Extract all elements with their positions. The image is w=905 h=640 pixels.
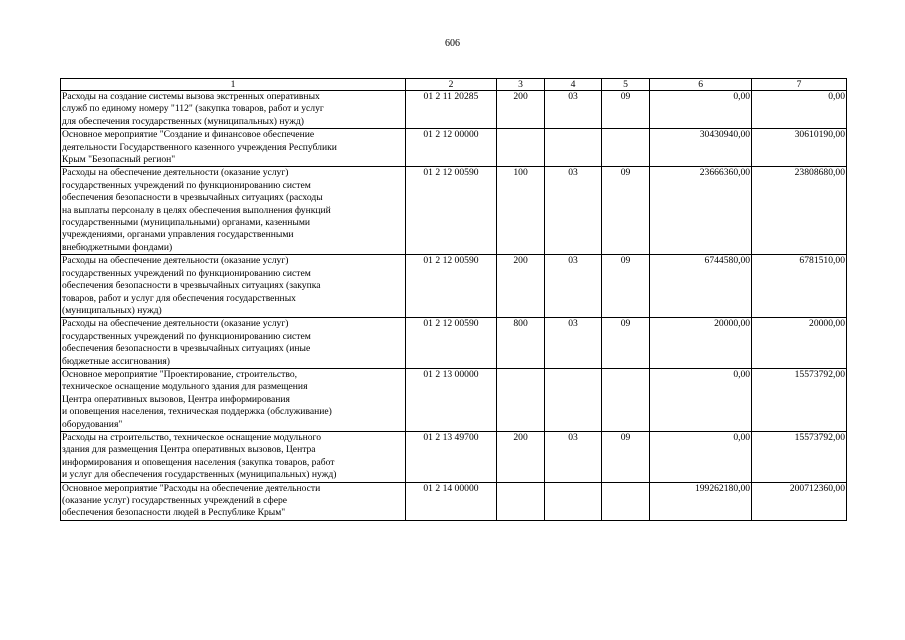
table-row [61, 482, 847, 520]
row-rz: 03 [545, 431, 602, 482]
row-name: Основное мероприятие "Проектирование, строительство, техническое оснащение модульного здания для размещения Центра оперативных вызовов, Центра информирования и оповещения населения, техническая поддержка (обслуживание) оборудования" [61, 368, 406, 431]
row-pr: 09 [601, 167, 649, 255]
row-sum-1: 20000,00 [650, 318, 752, 369]
row-sum-1: 30430940,00 [650, 129, 752, 167]
row-sum-1: 199262180,00 [650, 482, 752, 520]
row-vr [496, 482, 544, 520]
row-sum-1: 6744580,00 [650, 255, 752, 318]
row-code: 01 2 12 00590 [406, 318, 497, 369]
row-vr: 200 [496, 431, 544, 482]
row-code: 01 2 13 49700 [406, 431, 497, 482]
row-rz [545, 482, 602, 520]
budget-table [60, 78, 847, 521]
header-col-3: 3 [496, 79, 544, 91]
row-sum-2: 200712360,00 [752, 482, 847, 520]
table-row [61, 129, 847, 167]
row-vr: 200 [496, 255, 544, 318]
row-sum-2: 15573792,00 [752, 431, 847, 482]
row-name: Основное мероприятие "Создание и финансовое обеспечение деятельности Государственного казенного учреждения Республики Крым "Безопасный регион" [61, 129, 406, 167]
header-col-1: 1 [61, 79, 406, 91]
row-code: 01 2 12 00000 [406, 129, 497, 167]
row-vr: 100 [496, 167, 544, 255]
row-pr [601, 129, 649, 167]
row-rz [545, 129, 602, 167]
header-row [61, 79, 847, 91]
table-row [61, 431, 847, 482]
table-row [61, 91, 847, 129]
row-sum-1: 0,00 [650, 431, 752, 482]
row-code: 01 2 13 00000 [406, 368, 497, 431]
row-vr: 200 [496, 91, 544, 129]
row-pr [601, 482, 649, 520]
table-row [61, 368, 847, 431]
header-col-6: 6 [650, 79, 752, 91]
row-sum-1: 0,00 [650, 91, 752, 129]
row-pr: 09 [601, 255, 649, 318]
row-name: Расходы на обеспечение деятельности (оказание услуг) государственных учреждений по функционированию систем обеспечения безопасности в чрезвычайных ситуациях (расходы на выплаты персоналу в целях обеспечения выполнения функций государственными (муниципальными) органами, казенными учреждениями, органами управления государственными внебюджетными фондами) [61, 167, 406, 255]
row-vr: 800 [496, 318, 544, 369]
row-code: 01 2 14 00000 [406, 482, 497, 520]
row-name: Расходы на обеспечение деятельности (оказание услуг) государственных учреждений по функционированию систем обеспечения безопасности в чрезвычайных ситуациях (иные бюджетные ассигнования) [61, 318, 406, 369]
header-col-4: 4 [545, 79, 602, 91]
row-sum-2: 23808680,00 [752, 167, 847, 255]
row-name: Расходы на создание системы вызова экстренных оперативных служб по единому номеру "112" (закупка товаров, работ и услуг для обеспечения государственных (муниципальных) нужд) [61, 91, 406, 129]
header-col-7: 7 [752, 79, 847, 91]
row-pr: 09 [601, 91, 649, 129]
row-sum-2: 15573792,00 [752, 368, 847, 431]
row-rz: 03 [545, 91, 602, 129]
row-pr [601, 368, 649, 431]
row-rz [545, 368, 602, 431]
row-code: 01 2 12 00590 [406, 255, 497, 318]
row-pr: 09 [601, 318, 649, 369]
row-sum-1: 0,00 [650, 368, 752, 431]
header-col-2: 2 [406, 79, 497, 91]
row-code: 01 2 11 20285 [406, 91, 497, 129]
row-sum-1: 23666360,00 [650, 167, 752, 255]
row-sum-2: 6781510,00 [752, 255, 847, 318]
row-code: 01 2 12 00590 [406, 167, 497, 255]
row-name: Основное мероприятие "Расходы на обеспечение деятельности (оказание услуг) государственных учреждений в сфере обеспечения безопасности людей в Республике Крым" [61, 482, 406, 520]
row-name: Расходы на строительство, техническое оснащение модульного здания для размещения Центра оперативных вызовов, Центра информирования и оповещения населения (закупка товаров, работ и услуг для обеспечения государственных (муниципальных) нужд) [61, 431, 406, 482]
row-rz: 03 [545, 167, 602, 255]
row-sum-2: 30610190,00 [752, 129, 847, 167]
table-row [61, 167, 847, 255]
row-name: Расходы на обеспечение деятельности (оказание услуг) государственных учреждений по функционированию систем обеспечения безопасности в чрезвычайных ситуациях (закупка товаров, работ и услуг для обеспечения государственных (муниципальных) нужд) [61, 255, 406, 318]
header-col-5: 5 [601, 79, 649, 91]
row-sum-2: 20000,00 [752, 318, 847, 369]
row-rz: 03 [545, 318, 602, 369]
row-sum-2: 0,00 [752, 91, 847, 129]
row-rz: 03 [545, 255, 602, 318]
table-row [61, 318, 847, 369]
table-row [61, 255, 847, 318]
row-vr [496, 368, 544, 431]
row-pr: 09 [601, 431, 649, 482]
row-vr [496, 129, 544, 167]
page-number: 606 [445, 38, 460, 49]
